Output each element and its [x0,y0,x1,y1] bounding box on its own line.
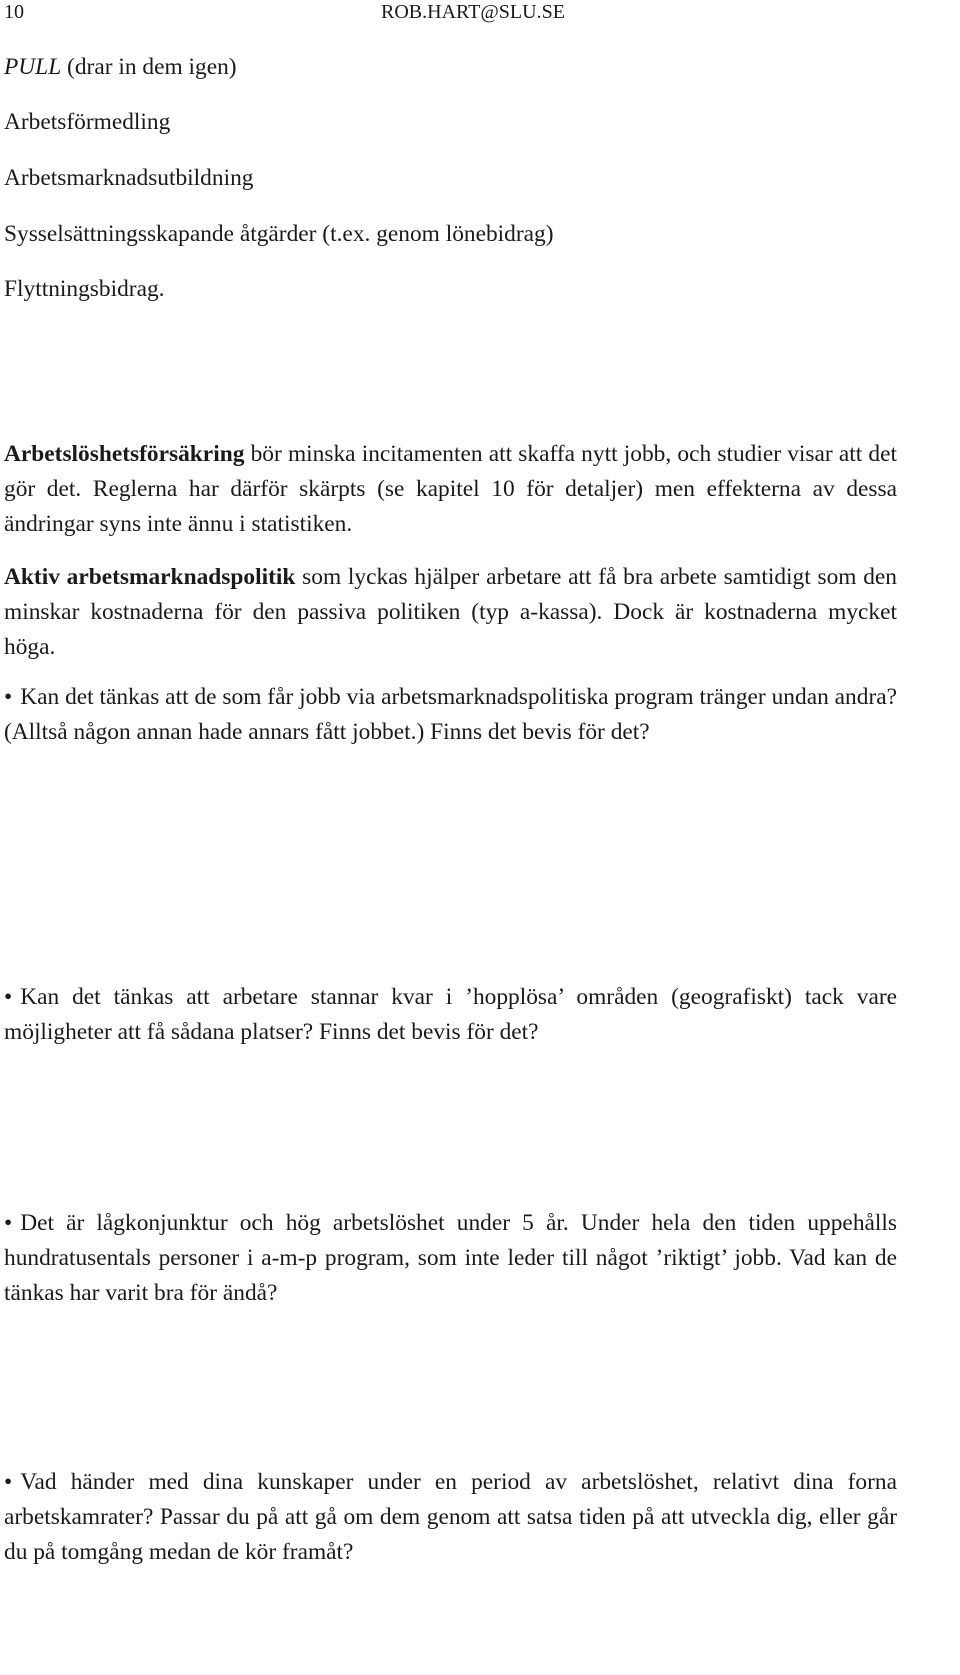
page-number: 10 [4,1,24,23]
pull-title: PULL [4,54,62,80]
paragraph-insurance-text: bör minska incitamenten att skaffa nytt jobb, och studier visar att det gör det. Reglerna har därför skärpts (se kapitel 10 för detaljer) men effekterna av dessa ändringar syns inte ännu i statistiken. [4,441,897,537]
question-text: Det är lågkonjunktur och hög arbetslöshet under 5 år. Under hela den tiden uppehålls hundratusentals personer i a-m-p program, som inte leder till något ’riktigt’ jobb. Vad kan de tänkas har varit bra för ändå? [4,1210,897,1306]
pull-item: Arbetsförmedling [4,109,171,135]
bullet-icon: • [4,984,13,1010]
paragraph-insurance [4,437,897,542]
paragraph-active-policy-text: som lyckas hjälper arbetare att få bra arbete samtidigt som den minskar kostnaderna för den passiva politiken (typ a-kassa). Dock är kostnaderna mycket höga. [4,564,898,660]
paragraph-active-policy [4,560,897,665]
question-item [4,680,897,750]
question-item [4,980,897,1050]
pull-item: Arbetsmarknadsutbildning [4,165,254,191]
pull-heading [4,50,897,85]
pull-subtitle: (drar in dem igen) [61,54,237,80]
question-item [4,1206,897,1311]
pull-item: Sysselsättningsskapande åtgärder (t.ex. genom lönebidrag) [4,221,554,247]
question-text: Kan det tänkas att arbetare stannar kvar i ’hopplösa’ områden (geografiskt) tack vare möjligheter att få sådana platser? Finns det bevis för det? [4,984,897,1045]
question-text: Vad händer med dina kunskaper under en period av arbetslöshet, relativt dina forna arbetskamrater? Passar du på att gå om dem genom att satsa tiden på att utveckla dig, eller går du på tomgång medan de kör framåt? [4,1469,897,1565]
bullet-icon: • [4,1210,13,1236]
bullet-icon: • [4,1469,13,1495]
bullet-icon: • [4,684,13,710]
page-header [4,0,574,28]
pull-item: Flyttningsbidrag. [4,276,165,302]
bold-term-active-policy: Aktiv arbetsmarknadspolitik [4,564,296,590]
question-text: Kan det tänkas att de som får jobb via arbetsmarknadspolitiska program tränger undan andra? (Alltså någon annan hade annars fått jobbet.) Finns det bevis för det? [4,684,897,745]
question-item [4,1465,897,1570]
bold-term-insurance: Arbetslöshetsförsäkring [4,441,245,467]
header-author-email: ROB.HART@SLU.SE [381,1,565,23]
